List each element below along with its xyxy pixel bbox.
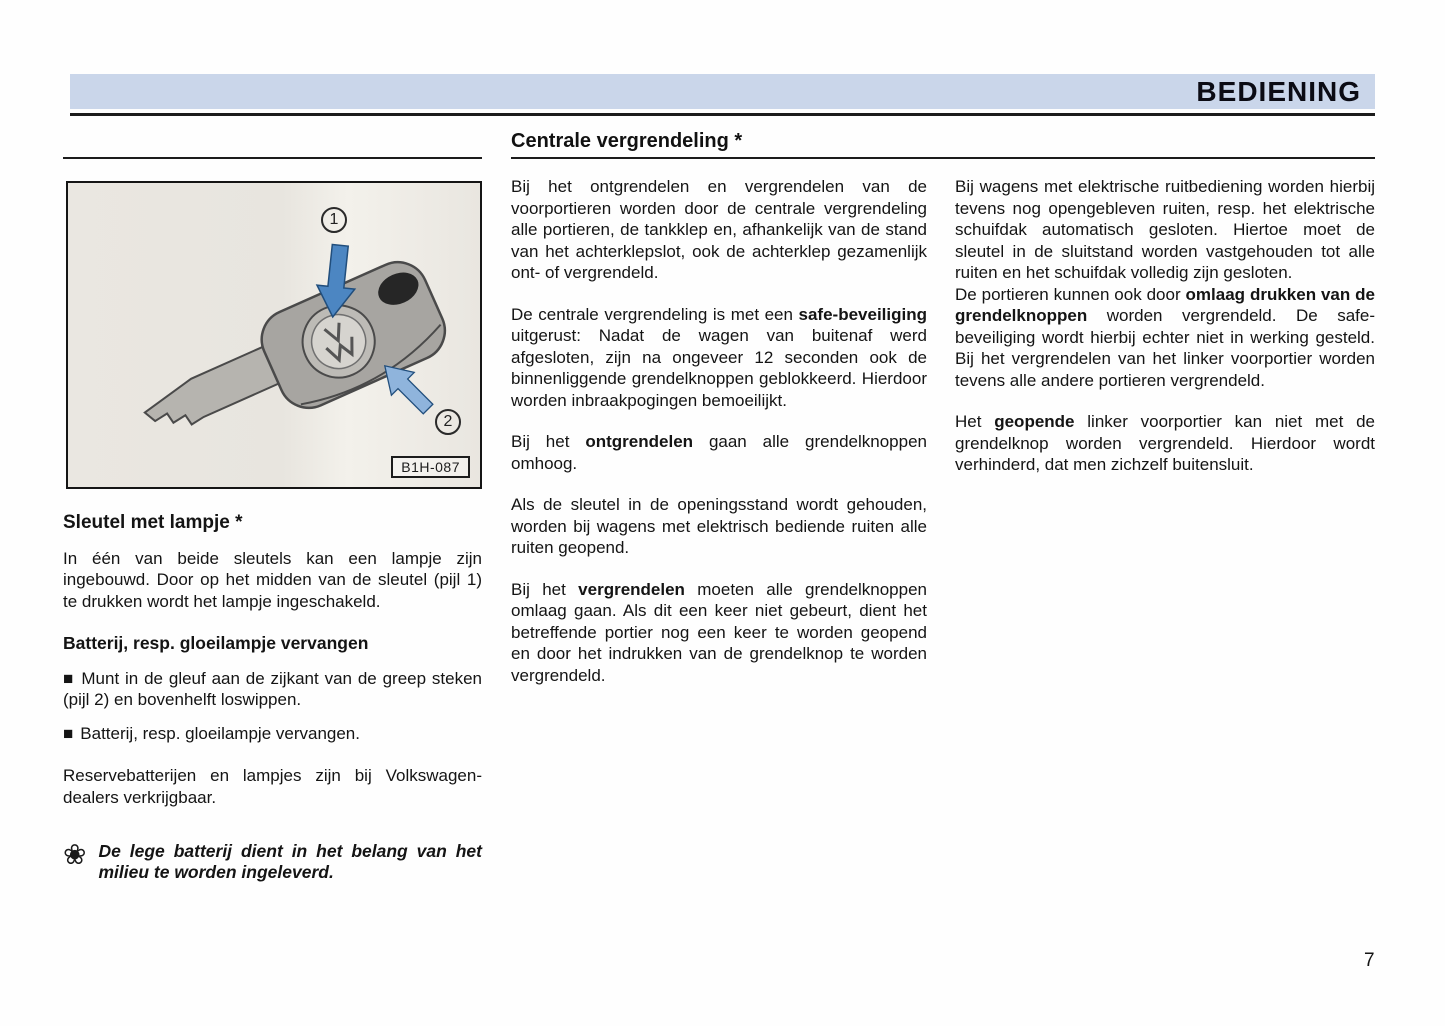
left-subheading: Batterij, resp. gloeilampje vervangen [63, 633, 369, 653]
callout-2-number: 2 [443, 413, 453, 430]
heading-rule [511, 157, 1375, 159]
bullet-text: Batterij, resp. gloeilampje vervangen. [80, 723, 360, 743]
environment-note-text: De lege batterij dient in het belang van het milieu te worden ingeleverd. [98, 841, 482, 882]
paragraph [511, 176, 927, 284]
emphasized-text: geopende [994, 412, 1075, 431]
body-text: worden vergrendeld. De safe-beveiliging wordt hierbij echter niet in werking gesteld. Bij het vergrendelen van het linker voorportier worden tevens alle andere portieren vergrendeld. [955, 306, 1375, 390]
key-figure [66, 181, 482, 489]
body-text: Bij het [511, 579, 579, 599]
paragraph [511, 494, 927, 559]
emphasized-text: ontgrendelen [585, 432, 694, 451]
emphasized-text: vergrendelen [578, 579, 685, 599]
environment-note [63, 841, 482, 883]
paragraph: In één van beide sleutels kan een lampje zijn ingebouwd. Door op het midden van de sleutel (pijl 1) te drukken wordt het lampje ingeschakeld. [63, 548, 482, 611]
callout-2 [435, 409, 461, 435]
page-number: 7 [1364, 950, 1375, 971]
key-illustration [68, 183, 480, 487]
figure-reference-label: B1H-087 [391, 456, 470, 478]
middle-column [511, 176, 927, 706]
paragraph [955, 284, 1375, 392]
emphasized-text: omlaag drukken van de grendelknoppen [955, 284, 1376, 325]
body-text: Bij het ontgrendelen en vergrendelen van de voorportieren worden door de centrale vergrendeling alle portieren, de tankklep en, afhankelijk van de stand van het achterklepslot, ook de achterklep gezamenlijk ont- of vergrendeld. [511, 177, 927, 282]
paragraph [955, 176, 1375, 284]
bullet-item [63, 668, 482, 711]
body-text: gaan alle grendelknoppen omhoog. [511, 432, 927, 473]
body-text: uitgerust: Nadat de wagen van buitenaf werd afgesloten, zijn na ongeveer 12 seconden ook de binnenliggende grendelknoppen geblokkeerd. Hierdoor worden inbraakpogingen bemoeilijkt. [511, 326, 927, 410]
bullet-text: Munt in de gleuf aan de zijkant van de greep steken (pijl 2) en bovenhelft loswippen. [63, 668, 482, 709]
left-column-rule [63, 157, 482, 159]
body-text: moeten alle grendelknoppen omlaag gaan. Als dit een keer niet gebeurt, dient het betreffende portier nog een keer te worden geopend en door het indrukken van de grendelknop te worden vergrendeld. [511, 579, 927, 685]
section-title: BEDIENING [1196, 75, 1361, 107]
bullet-square-icon: ■ [63, 723, 74, 743]
bullet-item [63, 723, 482, 745]
key-blade [140, 343, 288, 440]
body-text: Bij het [511, 432, 586, 451]
section-banner [70, 74, 1375, 109]
body-text: linker voorportier kan niet met de grendelknop worden vergrendeld. Hierdoor wordt verhinderd, dat men zichzelf buitensluit. [955, 412, 1375, 474]
banner-rule [70, 113, 1375, 116]
paragraph [955, 411, 1375, 476]
right-column [955, 176, 1375, 496]
paragraph [511, 431, 927, 474]
body-text: Het [955, 412, 995, 431]
body-text: De portieren kunnen ook door [955, 284, 1186, 304]
paragraph [511, 579, 927, 687]
article-heading: Centrale vergrendeling * [511, 130, 743, 152]
body-text: Als de sleutel in de openingsstand wordt gehouden, worden bij wagens met elektrisch bediende ruiten alle ruiten geopend. [511, 495, 927, 557]
body-text: Bij wagens met elektrische ruitbediening worden hierbij tevens nog opengebleven ruiten, resp. het elektrische schuifdak automatisch gesloten. Hiertoe moet de sleutel in de sluitstand worden vastgehouden tot alle ruiten en het schuifdak volledig zijn gesloten. [955, 177, 1375, 282]
bullet-square-icon: ■ [63, 668, 75, 688]
callout-1-number: 1 [329, 211, 339, 228]
callout-1 [321, 207, 347, 233]
flower-eco-icon: ❀ [63, 839, 87, 870]
paragraph: Reservebatterijen en lampjes zijn bij Volkswagen-dealers verkrijgbaar. [63, 766, 482, 807]
left-heading: Sleutel met lampje * [63, 512, 243, 533]
emphasized-text: safe-beveiliging [798, 304, 927, 324]
left-column [63, 512, 482, 883]
body-text: De centrale vergrendeling is met een [511, 304, 799, 324]
paragraph [511, 304, 927, 412]
